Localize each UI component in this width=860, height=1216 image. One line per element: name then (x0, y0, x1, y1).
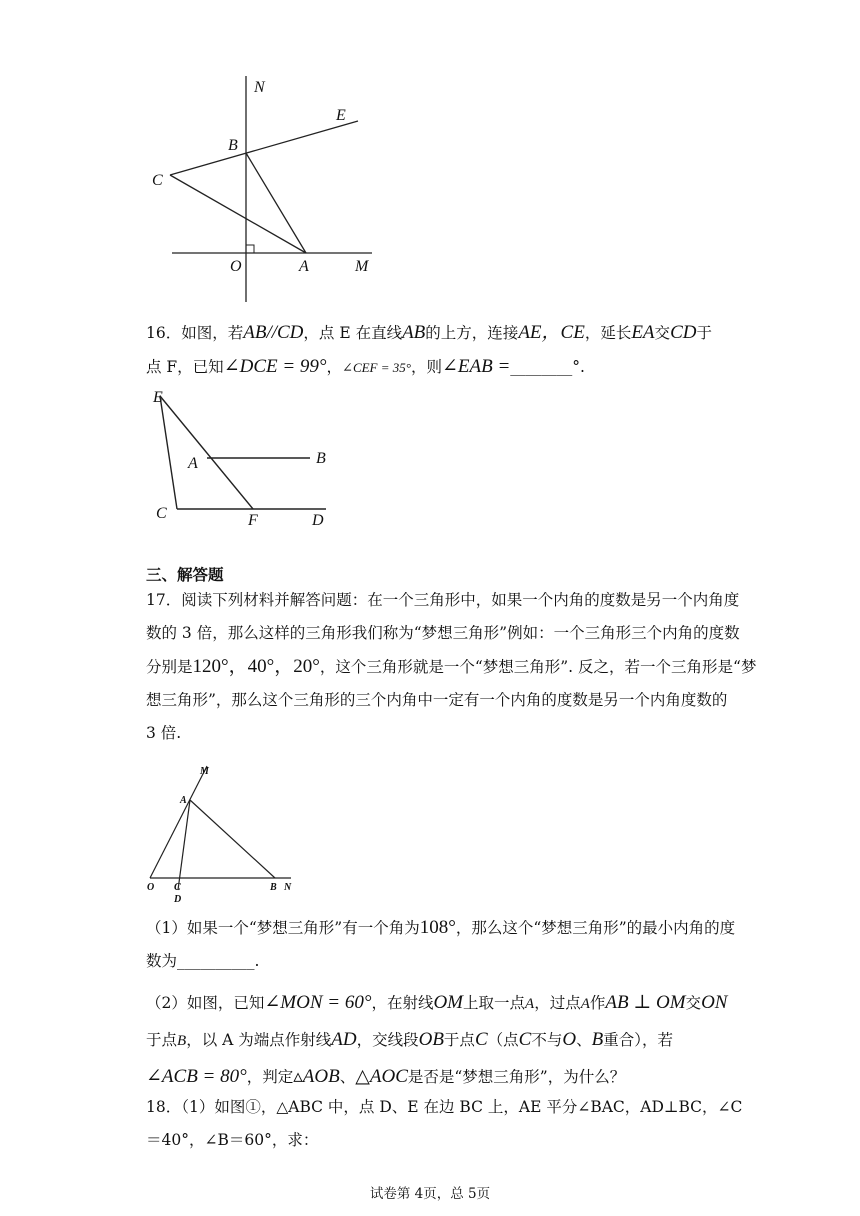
q16-line-1: 16．如图，若AB//CD，点 E 在直线AB的上方，连接AE，CE，延长EA交CD于 (146, 322, 712, 343)
q17-line-2: 数的 3 倍，那么这样的三角形我们称为“梦想三角形”例如：一个三角形三个内角的度数 (146, 624, 740, 642)
label-E: E (336, 107, 346, 124)
label-B: B (270, 882, 277, 893)
label-C: C (174, 882, 181, 893)
q17-line-4: 想三角形”，那么这个三角形的三个内角中一定有一个内角的度数是另一个内角度数的 (146, 691, 728, 709)
q17-2-line-1: （2）如图，已知∠MON = 60°，在射线OM上取一点A，过点A作AB ⊥ OM交ON (146, 992, 728, 1013)
question-17-part-2 (146, 985, 726, 1095)
label-F: F (248, 512, 258, 529)
ray-OM (150, 766, 207, 878)
label-N: N (254, 79, 265, 96)
figure-q15 (150, 70, 390, 305)
label-B: B (228, 137, 238, 154)
answer-blank-q16: ________°. (510, 358, 585, 376)
q17-1-line-1: （1）如果一个“梦想三角形”有一个角为108°，那么这个“梦想三角形”的最小内角的度 (146, 917, 736, 938)
q18-line-1: 18．（1）如图①，△ABC 中，点 D、E 在边 BC 上，AE 平分∠BAC，AD⊥BC，∠C (146, 1098, 743, 1116)
question-17 (146, 584, 757, 750)
label-D: D (312, 512, 324, 529)
label-C: C (152, 172, 163, 189)
q17-line-5: 3 倍. (146, 724, 182, 742)
figure-q17 (145, 760, 305, 905)
question-17-part-1 (146, 911, 736, 978)
ray-AD (178, 800, 190, 890)
label-A: A (180, 795, 187, 806)
q18-line-2: ＝40°，∠B＝60°，求： (146, 1131, 319, 1149)
label-O: O (230, 258, 242, 275)
q17-2-line-3: ∠ACB = 80°，判定▵AOB、△AOC是否是“梦想三角形”，为什么？ (146, 1066, 626, 1087)
q17-line-3: 分别是120°，40°，20°，这个三角形就是一个“梦想三角形”. 反之，若一个三角形是“梦 (146, 656, 757, 677)
segment-AB (190, 800, 275, 878)
label-A: A (299, 258, 309, 275)
line-CE (170, 121, 358, 175)
q16-line-2: 点 F，已知∠DCE = 99°，∠CEF = 35°，则∠EAB =________°. (146, 356, 585, 377)
label-D: D (174, 894, 182, 905)
line-BA (246, 153, 306, 253)
q17-2-line-2: 于点B，以 A 为端点作射线AD，交线段OB于点C（点C不与O、B重合），若 (146, 1029, 673, 1050)
label-O: O (147, 882, 155, 893)
label-A: A (188, 455, 198, 472)
figure-q16 (150, 386, 350, 536)
section-heading: 三、解答题 (146, 565, 224, 584)
label-C: C (156, 505, 167, 522)
label-M: M (355, 258, 369, 275)
line-CA (170, 175, 306, 253)
q17-line-1: 17．阅读下列材料并解答问题：在一个三角形中，如果一个内角的度数是另一个内角度 (146, 591, 740, 609)
question-16 (146, 316, 726, 384)
label-N: N (284, 882, 292, 893)
label-B: B (316, 450, 326, 467)
q17-1-line-2: 数为__________. (146, 952, 260, 970)
right-angle-mark (246, 245, 254, 253)
label-M: M (200, 766, 209, 777)
label-E: E (153, 389, 163, 406)
question-18 (146, 1091, 743, 1157)
page-footer: 试卷第 4页，总 5页 (369, 1186, 491, 1202)
